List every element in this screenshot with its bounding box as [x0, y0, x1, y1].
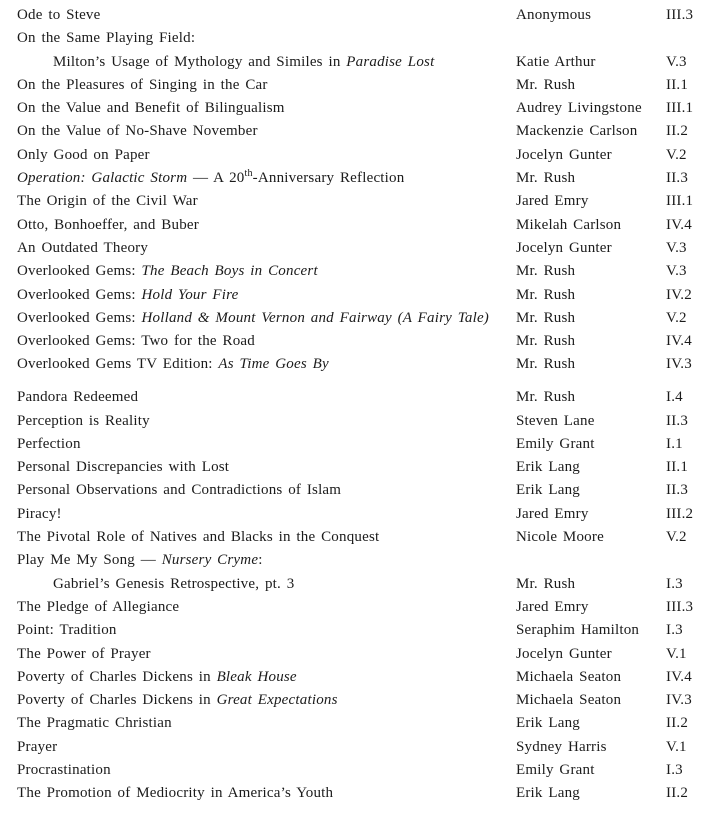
entry-author: Mr. Rush	[516, 170, 576, 187]
entry-title	[17, 666, 516, 689]
entry-title	[17, 433, 516, 456]
entry-author: Mikelah Carlson	[516, 216, 622, 233]
entry-issue-number: I.3	[666, 762, 683, 778]
entry-title	[17, 759, 516, 782]
entry-author: Katie Arthur	[516, 53, 596, 70]
entry-title	[17, 74, 516, 97]
entry-title	[17, 97, 516, 120]
entry-title	[17, 712, 516, 735]
title-segment: Play Me My Song —	[17, 552, 162, 569]
title-segment: The Pragmatic Christian	[17, 715, 172, 732]
title-italic-segment: The Beach Boys in Concert	[141, 263, 318, 280]
title-segment: Ode to Steve	[17, 7, 101, 23]
toc-row	[0, 284, 728, 307]
entry-issue-number: IV.4	[666, 668, 692, 685]
entry-author: Mackenzie Carlson	[516, 123, 638, 140]
title-segment: Point: Tradition	[17, 622, 117, 639]
entry-issue-number: II.1	[666, 76, 689, 93]
entry-author: Jocelyn Gunter	[516, 239, 612, 256]
title-segment: Milton’s Usage of Mythology and Similes in	[53, 53, 347, 70]
entry-author	[516, 549, 666, 572]
entry-author: Steven Lane	[516, 412, 595, 429]
toc-row	[0, 353, 728, 376]
entry-issue-number: V.2	[666, 309, 687, 326]
title-segment: Only Good on Paper	[17, 146, 150, 163]
title-italic-segment: Bleak House	[216, 668, 297, 685]
toc-row	[0, 307, 728, 330]
title-segment: On the Value and Benefit of Bilingualism	[17, 100, 285, 117]
entry-title	[17, 330, 516, 353]
title-segment: The Pledge of Allegiance	[17, 598, 180, 615]
title-segment: Poverty of Charles Dickens in	[17, 692, 217, 709]
toc-row	[0, 410, 728, 433]
toc-row	[0, 782, 728, 805]
toc-row	[0, 120, 728, 143]
toc-row	[0, 190, 728, 213]
entry-author: Erik Lang	[516, 459, 580, 476]
toc-row	[0, 526, 728, 549]
entry-issue-number: III.3	[666, 7, 694, 23]
entry-issue-number	[666, 27, 728, 50]
entry-author: Emily Grant	[516, 762, 595, 778]
entry-author: Mr. Rush	[516, 356, 576, 373]
title-segment: -Anniversary Reflection	[252, 170, 405, 187]
title-italic-segment: As Time Goes By	[218, 356, 329, 373]
entry-title	[17, 643, 516, 666]
toc-row	[0, 237, 728, 260]
title-segment: Overlooked Gems:	[17, 286, 142, 303]
entry-issue-number: II.3	[666, 412, 689, 429]
entry-issue-number: II.2	[666, 123, 689, 140]
title-segment: Pandora Redeemed	[17, 389, 139, 406]
toc-row	[0, 503, 728, 526]
title-segment: Prayer	[17, 738, 58, 755]
entry-title	[17, 167, 516, 190]
entry-title	[17, 736, 516, 759]
toc-row	[0, 144, 728, 167]
toc-row	[0, 167, 728, 190]
entry-author: Sydney Harris	[516, 738, 607, 755]
title-segment: Perfection	[17, 435, 81, 452]
toc-row	[0, 712, 728, 735]
entry-issue-number: IV.4	[666, 333, 692, 350]
entry-author: Erik Lang	[516, 482, 580, 499]
title-segment: Piracy!	[17, 505, 62, 522]
title-italic-segment: Paradise Lost	[346, 53, 435, 70]
entry-title	[17, 573, 516, 596]
entry-title	[17, 386, 516, 409]
title-superscript-segment: th	[244, 168, 253, 180]
toc-row	[0, 330, 728, 353]
toc-row	[0, 260, 728, 283]
title-segment: Personal Observations and Contradictions of Islam	[17, 482, 342, 499]
toc-row	[0, 51, 728, 74]
entry-author: Erik Lang	[516, 785, 580, 802]
entry-issue-number: III.1	[666, 100, 694, 117]
entry-title	[17, 144, 516, 167]
title-segment: Overlooked Gems TV Edition:	[17, 356, 219, 373]
toc-row	[0, 689, 728, 712]
entry-issue-number: II.2	[666, 715, 689, 732]
toc-row	[0, 549, 728, 572]
toc-row	[0, 74, 728, 97]
title-segment: Personal Discrepancies with Lost	[17, 459, 230, 476]
entry-issue-number: II.3	[666, 170, 689, 187]
title-segment: Otto, Bonhoeffer, and Buber	[17, 216, 199, 233]
entry-title	[17, 27, 516, 50]
entry-title	[17, 51, 516, 74]
entry-title	[17, 479, 516, 502]
entry-issue-number: IV.2	[666, 286, 692, 303]
entry-issue-number: II.2	[666, 785, 689, 802]
entry-issue-number: V.1	[666, 645, 687, 662]
entry-title	[17, 456, 516, 479]
entry-issue-number: IV.4	[666, 216, 692, 233]
title-segment: The Origin of the Civil War	[17, 193, 198, 210]
entry-title	[17, 190, 516, 213]
entry-author: Michaela Seaton	[516, 668, 622, 685]
title-segment: The Pivotal Role of Natives and Blacks in the Conquest	[17, 529, 380, 546]
title-segment: An Outdated Theory	[17, 239, 149, 256]
toc-row	[0, 759, 728, 782]
title-segment: The Promotion of Mediocrity in America’s Youth	[17, 785, 334, 802]
entry-title	[17, 284, 516, 307]
toc-row	[0, 456, 728, 479]
toc-row	[0, 386, 728, 409]
title-segment: Perception is Reality	[17, 412, 150, 429]
entry-title	[17, 526, 516, 549]
toc-row	[0, 666, 728, 689]
entry-issue-number: V.3	[666, 239, 687, 256]
entry-issue-number: II.3	[666, 482, 689, 499]
entry-title	[17, 503, 516, 526]
entry-issue-number: III.3	[666, 598, 694, 615]
entry-author: Jocelyn Gunter	[516, 645, 612, 662]
entry-issue-number: III.1	[666, 193, 694, 210]
entry-author: Michaela Seaton	[516, 692, 622, 709]
entry-issue-number: V.2	[666, 529, 687, 546]
entry-author: Mr. Rush	[516, 286, 576, 303]
title-segment: On the Pleasures of Singing in the Car	[17, 76, 268, 93]
entry-author: Mr. Rush	[516, 333, 576, 350]
entry-author: Mr. Rush	[516, 76, 576, 93]
entry-author	[516, 27, 666, 50]
entry-title	[17, 689, 516, 712]
entry-author: Audrey Livingstone	[516, 100, 642, 117]
title-segment: The Power of Prayer	[17, 645, 151, 662]
entry-title	[17, 782, 516, 805]
entry-issue-number	[666, 549, 728, 572]
toc-row	[0, 479, 728, 502]
toc-row	[0, 596, 728, 619]
section-gap	[0, 377, 728, 387]
entry-issue-number: IV.3	[666, 692, 692, 709]
entry-title	[17, 4, 516, 27]
toc-row	[0, 214, 728, 237]
title-segment: Poverty of Charles Dickens in	[17, 668, 217, 685]
title-segment: — A 20	[187, 170, 245, 187]
entry-issue-number: II.1	[666, 459, 689, 476]
title-italic-segment: Hold Your Fire	[141, 286, 239, 303]
entry-issue-number: IV.3	[666, 356, 692, 373]
entry-title	[17, 549, 516, 572]
entry-author: Erik Lang	[516, 715, 580, 732]
title-segment: On the Value of No-Shave November	[17, 123, 258, 140]
entry-title	[17, 260, 516, 283]
toc-row	[0, 643, 728, 666]
entry-issue-number: V.1	[666, 738, 687, 755]
entry-author: Anonymous	[516, 7, 592, 23]
title-italic-segment: Holland & Mount Vernon and Fairway (A Fairy Tale)	[141, 309, 490, 326]
entry-issue-number: I.3	[666, 575, 683, 592]
title-segment: Overlooked Gems:	[17, 309, 142, 326]
toc-row	[0, 573, 728, 596]
entry-title	[17, 353, 516, 376]
entry-issue-number: I.1	[666, 435, 683, 452]
title-segment: :	[258, 552, 263, 569]
entry-author: Mr. Rush	[516, 575, 576, 592]
entry-issue-number: V.2	[666, 146, 687, 163]
entry-title	[17, 237, 516, 260]
entry-author: Mr. Rush	[516, 309, 576, 326]
entry-issue-number: V.3	[666, 263, 687, 280]
toc-row	[0, 619, 728, 642]
title-segment: Procrastination	[17, 762, 111, 778]
toc-row	[0, 433, 728, 456]
entry-author: Mr. Rush	[516, 263, 576, 280]
toc-row	[0, 4, 728, 27]
entry-title	[17, 214, 516, 237]
title-segment: Overlooked Gems:	[17, 263, 142, 280]
entry-title	[17, 410, 516, 433]
entry-issue-number: V.3	[666, 53, 687, 70]
entry-title	[17, 619, 516, 642]
toc-list	[0, 4, 728, 806]
title-segment: Gabriel’s Genesis Retrospective, pt. 3	[53, 575, 295, 592]
entry-issue-number: I.4	[666, 389, 683, 406]
title-segment: On the Same Playing Field:	[17, 30, 196, 47]
title-segment: Overlooked Gems: Two for the Road	[17, 333, 255, 350]
title-italic-segment: Great Expectations	[216, 692, 338, 709]
entry-issue-number: I.3	[666, 622, 683, 639]
entry-title	[17, 120, 516, 143]
entry-author: Emily Grant	[516, 435, 595, 452]
entry-author: Nicole Moore	[516, 529, 604, 546]
title-italic-segment: Operation: Galactic Storm	[17, 170, 188, 187]
entry-issue-number: III.2	[666, 505, 694, 522]
entry-author: Jocelyn Gunter	[516, 146, 612, 163]
toc-row	[0, 736, 728, 759]
entry-author: Jared Emry	[516, 193, 589, 210]
title-italic-segment: Nursery Cryme	[161, 552, 259, 569]
entry-author: Jared Emry	[516, 505, 589, 522]
entry-author: Jared Emry	[516, 598, 589, 615]
entry-author: Seraphim Hamilton	[516, 622, 640, 639]
entry-title	[17, 307, 516, 330]
entry-author: Mr. Rush	[516, 389, 576, 406]
toc-row	[0, 97, 728, 120]
entry-title	[17, 596, 516, 619]
toc-row	[0, 27, 728, 50]
